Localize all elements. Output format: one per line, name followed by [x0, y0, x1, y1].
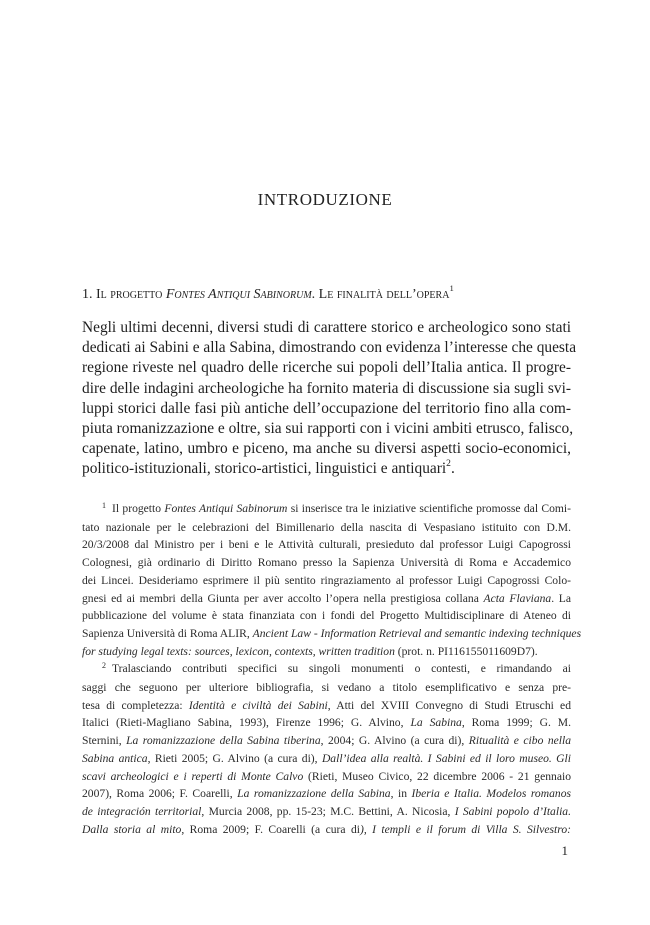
footnote-italic: Sabina antica	[82, 751, 148, 765]
footnote-italic: Iberia e Italia. Modelos romanos	[411, 787, 572, 801]
section-title-italic: Fontes Antiqui Sabinorum	[165, 287, 312, 302]
footnote-text: Italici (Rieti-Magliano Sabina, 1993), Firenze 1996; G. Alvino,	[82, 716, 411, 730]
footnote-text: Tralasciando contributi specifici su singoli monumenti o contesti, e rimandando ai	[112, 662, 571, 676]
footnote-italic: de integración territorial	[82, 804, 202, 818]
footnote-2	[82, 660, 571, 838]
footnote-italic: La romanizzazione della Sabina tiberina	[126, 734, 321, 748]
footnote-italic: Fontes Antiqui Sabinorum	[164, 502, 288, 515]
footnote-text: 2007), Roma 2006; F. Coarelli,	[82, 787, 238, 801]
footnote-line	[82, 643, 571, 661]
footnote-line: tato nazionale per le celebrazioni del Bimillenario della nascita di Vespasiano istituito con D.M.	[82, 520, 571, 534]
footnote-line: pubblicazione del volume è stata finanziata con i fondi del Progetto Multidisciplinare di Ateneo di	[82, 609, 571, 623]
footnote-text: (Rieti, Museo Civico, 22 dicembre 2006 - 21 gennaio	[303, 769, 572, 783]
footnote-text: Il progetto	[112, 502, 165, 515]
footnote-italic: Acta Flaviana	[483, 591, 552, 605]
footnote-line: Colognesi, già ordinario di Diritto Romano presso la Sapienza Università di Roma e Accademico	[82, 556, 571, 570]
footnote-text: tesa di completezza:	[82, 698, 189, 712]
footnote-line	[82, 625, 582, 643]
footnote-line: dei Lincei. Desideriamo esprimere il più sentito ringraziamento al professor Luigi Capogrossi Colo-	[82, 573, 571, 587]
footnote-1	[82, 500, 582, 660]
body-line: regione riveste nel quadro delle ricerche sui popoli dell’Italia antica. Il progre-	[82, 359, 571, 377]
footnote-text: , 2004; G. Alvino (a cura di),	[320, 734, 469, 748]
section-heading	[82, 283, 582, 303]
footnote-line: 20/3/2008 dal Ministro per i beni e le Attività culturali, presieduto dal professor Luigi Capogrossi	[82, 538, 571, 552]
section-number: 1.	[82, 287, 93, 302]
footnote-line	[82, 821, 571, 839]
footnote-text: , Roma 1999; G. M.	[461, 716, 571, 730]
footnote-line	[82, 785, 571, 803]
body-line-text: politico-istituzionali, storico-artistici, linguistici e antiquari	[82, 460, 447, 478]
footnote-italic: Identità e civiltà dei Sabini	[188, 698, 328, 712]
footnote-italic: I Sabini popolo d’Italia.	[454, 804, 571, 818]
footnote-italic: La Sabina	[410, 716, 462, 730]
body-line: dire delle indagini archeologiche ha fornito materia di discussione sia sugli svi-	[82, 379, 571, 397]
footnote-text: , Murcia 2008, pp. 15-23; M.C. Bettini, A. Nicosia,	[201, 804, 455, 818]
section-title-post: . Le finalità dell’opera	[311, 287, 450, 302]
footnote-line	[82, 803, 571, 821]
footnote-text: Sternini,	[82, 734, 127, 748]
section-title-pre: Il progetto	[96, 287, 163, 302]
footnote-line	[82, 500, 571, 519]
body-line: piuta romanizzazione e oltre, sia sui rapporti con i vicini ambiti etrusco, falisco,	[82, 420, 574, 438]
footnote-text: (prot. n. PI116155011609D7).	[394, 644, 538, 658]
footnote-text: , in	[390, 787, 412, 801]
body-paragraph	[82, 318, 577, 480]
footnote-line	[82, 768, 571, 786]
footnote-line	[82, 732, 571, 750]
footnote-italic: Dalla storia al mito	[82, 822, 182, 836]
footnote-line	[82, 660, 571, 679]
footnote-text: , Rieti 2005; G. Alvino (a cura di),	[147, 751, 322, 765]
footnote-italic: scavi archeologici e i reperti di Monte Calvo	[82, 769, 304, 783]
body-line: luppi storici dalle fasi più antiche dell’occupazione del territorio fino alla com-	[82, 399, 571, 417]
body-line: Negli ultimi decenni, diversi studi di carattere storico e archeologico sono stati	[82, 319, 571, 336]
footnote-italic: Ritualità e cibo nella	[468, 734, 572, 748]
footnote-italic: for studying legal texts: sources, lexicon, contexts, written tradition	[82, 644, 395, 658]
footnote-line	[82, 750, 571, 768]
footnote-text: gnesi ed ai membri della Giunta per aver accolto l’opera nella prestigiosa collana	[82, 591, 484, 605]
footnote-line	[82, 714, 571, 732]
body-footnote-ref: 2	[446, 457, 451, 469]
footnote-line: saggi che seguono per ulteriore bibliografia, si vedano a titolo esemplificativo e senza pre-	[82, 681, 571, 695]
footnote-mark: 2	[102, 661, 106, 671]
footnotes	[82, 500, 582, 838]
body-line: capenate, latino, umbro e piceno, ma anche su diversi aspetti socio-economici,	[82, 440, 571, 458]
footnote-italic: ), I templi e il forum di Villa S. Silvestro:	[359, 822, 571, 836]
footnote-text: Sapienza Università di Roma ALIR,	[82, 626, 253, 640]
chapter-title: INTRODUZIONE	[257, 190, 393, 209]
footnote-mark: 1	[102, 501, 106, 510]
body-line-last	[82, 459, 571, 479]
footnote-text: si inserisce tra le iniziative scientifiche promosse dal Comi-	[287, 502, 571, 515]
body-line: dedicati ai Sabini e alla Sabina, dimostrando con evidenza l’interesse che questa	[82, 339, 577, 357]
footnote-italic: La romanizzazione della Sabina	[237, 787, 391, 801]
footnote-text: , Roma 2009; F. Coarelli (a cura di	[181, 822, 360, 836]
footnote-line	[82, 697, 571, 715]
footnote-line	[82, 590, 571, 608]
body-line-end: .	[450, 460, 455, 478]
footnote-text: . La	[551, 591, 571, 605]
footnote-italic: Dall’idea alla realtà. I Sabini ed il loro museo. Gli	[321, 751, 571, 765]
footnote-italic: Ancient Law - Information Retrieval and semantic indexing techniques	[252, 626, 582, 640]
section-footnote-ref: 1	[449, 283, 454, 294]
footnote-text: , Atti del XVIII Convegno di Studi Etruschi ed	[327, 698, 571, 712]
page-number: 1	[561, 843, 568, 858]
